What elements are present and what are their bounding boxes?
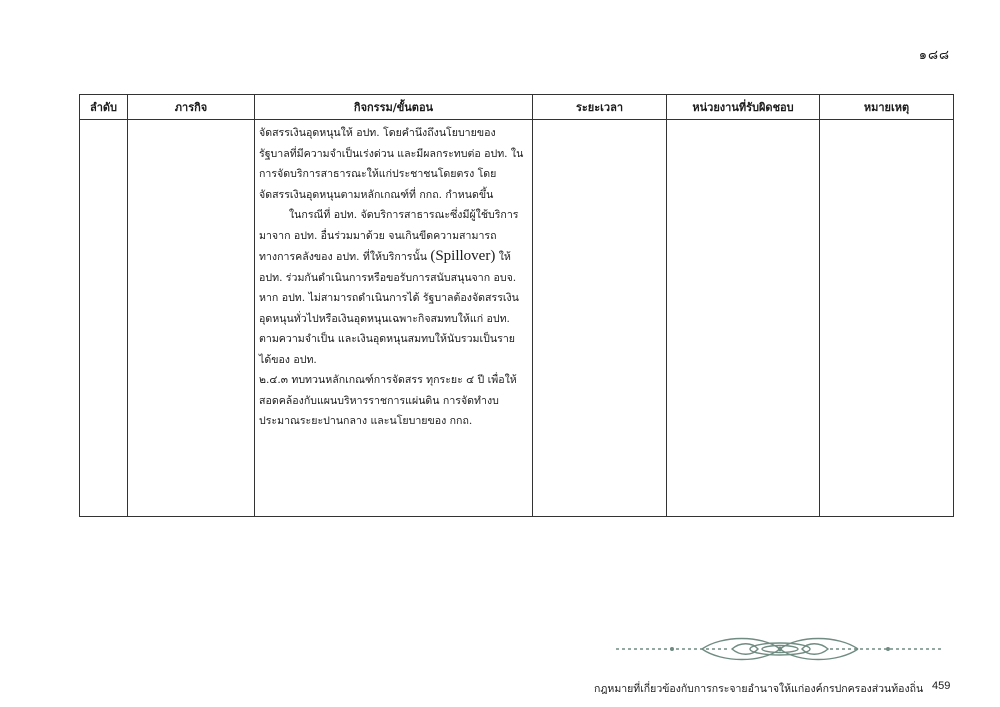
cell-duration xyxy=(533,120,667,517)
cell-mission xyxy=(128,120,255,517)
column-header-activity: กิจกรรม/ขั้นตอน xyxy=(255,95,533,120)
column-header-responsible-agency: หน่วยงานที่รับผิดชอบ xyxy=(667,95,820,120)
column-header-mission: ภารกิจ xyxy=(128,95,255,120)
table-header-row xyxy=(80,95,954,120)
activity-paragraph-review: ๒.๔.๓ ทบทวนหลักเกณฑ์การจัดสรร ทุกระยะ ๔ ปี เพื่อให้สอดคล้องกับแผนบริหารราชการแผ่นดิน การจัดทำงบประมาณระยะปานกลาง และนโยบายของ กกถ. xyxy=(259,374,517,427)
column-header-duration: ระยะเวลา xyxy=(533,95,667,120)
cell-remark xyxy=(820,120,954,517)
activity-table xyxy=(79,94,954,517)
cell-activity xyxy=(255,120,533,517)
activity-paragraph-allocation: จัดสรรเงินอุดหนุนให้ อปท. โดยคำนึงถึงนโยบายของรัฐบาลที่มีความจำเป็นเร่งด่วน และมีผลกระทบต่อ อปท. ในการจัดบริการสาธารณะให้แก่ประชาชนโดยตรง โดยจัดสรรเงินอุดหนุนตามหลักเกณฑ์ที่ กกถ. กำหนดขึ้น xyxy=(259,127,524,201)
activity-paragraph-spillover xyxy=(259,205,526,370)
page-number-thai: ๑๘๘ xyxy=(918,48,950,63)
footer-page-number: 459 xyxy=(932,680,951,692)
decorative-divider-ornament xyxy=(612,632,948,666)
cell-responsible-agency xyxy=(667,120,820,517)
spillover-term: (Spillover) xyxy=(430,248,496,264)
column-header-remark: หมายเหตุ xyxy=(820,95,954,120)
column-header-order: ลำดับ xyxy=(80,95,128,120)
spillover-lead-text: ในกรณีที่ อปท. จัดบริการสาธารณะซึ่งมีผู้ใช้บริการมาจาก อปท. อื่นร่วมมาด้วย จนเกินขีดความสามารถทางการคลังของ อปท. ที่ให้บริการนั้น xyxy=(259,209,519,263)
cell-order xyxy=(80,120,128,517)
table-row xyxy=(80,120,954,517)
footer-document-title: กฎหมายที่เกี่ยวข้องกับการกระจายอำนาจให้แก่องค์กรปกครองส่วนท้องถิ่น xyxy=(594,683,924,695)
spillover-continuation-text: ให้ อปท. ร่วมกันดำเนินการหรือขอรับการสนับสนุนจาก อบจ. หาก อปท. ไม่สามารถดำเนินการได้ รัฐบาลต้องจัดสรรเงินอุดหนุนทั่วไปหรือเงินอุดหนุนเฉพาะกิจสมทบให้แก่ อปท. ตามความจำเป็น และเงินอุดหนุนสมทบให้นับรวมเป็นรายได้ของ อปท. xyxy=(259,251,519,366)
